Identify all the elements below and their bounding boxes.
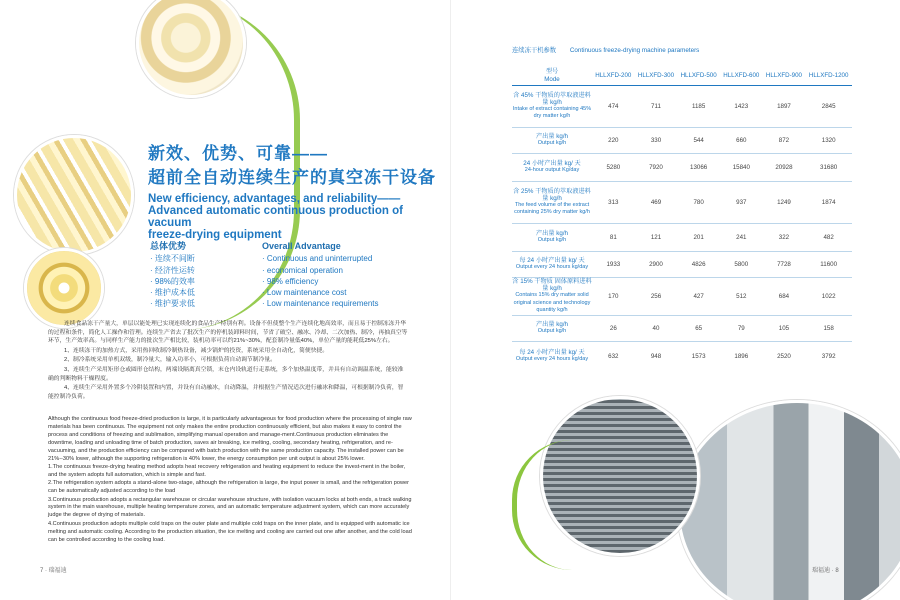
row-label-cn: 含 15% 干物质 固体原料进料量 kg/h	[512, 277, 592, 293]
table-cell: 201	[677, 223, 720, 251]
row-label-en: Intake of extract containing 45% dry matter kg/h	[512, 106, 592, 120]
row-label-en: Output kg/h	[537, 237, 567, 243]
row-label	[512, 153, 592, 181]
model-header-en: Mode	[544, 75, 560, 83]
table-cell: 1896	[720, 341, 763, 371]
row-label	[512, 315, 592, 341]
table-cell: 15840	[720, 153, 763, 181]
table-cell: 5280	[592, 153, 635, 181]
row-label-cn: 含 45% 干物质的萃取液进料量 kg/h	[513, 91, 591, 106]
body-cn-paragraph: 连续食品冻干产量大，单层以能处理已实现连续化的食品生产特别有利。设备不但使整个生产连续化地高效率，而且易于控制冻冻升华的过程和条件，简化人工操作和管理。连续生产省去了批次生产的停机装卸料时间，节省了破空、融冰、冷却、二次加热、制冷，再抽真空等环节，生产效率高。与同样生产能力的批次生产相比较，装机功率可以约21%~30%，配套制冷量低40%，单位产量的能耗低25%左右。	[48, 321, 408, 345]
body-en-paragraph: Although the continuous food freeze-dried production is large, it is particularly advantageous for food production where the processing of single raw materials has been continuous. The equipment not only makes the entire production continuously efficient, but also makes it easy to control the process and conditions of freezing and sublimation, simplifying manual operation and manage-ment.Continuous production eliminates the downtime, loading and unloading time of batch production, saves air breaking, ice melting, cooling, secondary heating, refrigeration, and re-vacuuming, and the production efficiency can be compared with batch production with the same production capacity. The installed power can be 21%--30% lower, although the supporting refrigeration is 40% lower, the energy consumption per unit output is about 25% lower.	[48, 416, 412, 462]
table-row	[512, 277, 852, 315]
dried-fruit-slices-photo	[14, 135, 134, 255]
table-cell: 512	[720, 277, 763, 315]
table-cell: 684	[763, 277, 806, 315]
table-cell: 1185	[677, 85, 720, 127]
page-number-left: 7 · 瑞福迪	[40, 568, 67, 574]
table-cell: 220	[592, 127, 635, 153]
row-label-en: Output every 24 hours kg/day	[515, 356, 589, 363]
table-cell: 330	[635, 127, 678, 153]
page-number-right: 瑞福迪 · 8	[812, 568, 839, 574]
table-cell: 948	[635, 341, 678, 371]
page-title-cn	[148, 142, 436, 190]
model-col-header: HLLXFD-900	[765, 72, 803, 80]
model-col-header: HLLXFD-500	[680, 72, 717, 80]
table-cell: 474	[592, 85, 635, 127]
table-cell: 158	[805, 315, 852, 341]
table-cell: 1573	[677, 341, 720, 371]
body-en-paragraph: 3.Continuous production adopts a rectangular warehouse or circular warehouse structure, with isolation vacuum locks at both ends, a track walking system in the main warehouse, multiple heating temperature zones, and an automatic temperature adjustment system, which can more accurately judge the degree of drying of materials.	[48, 496, 412, 519]
row-label	[512, 127, 592, 153]
advantage-en-item: · economical operation	[262, 265, 343, 275]
advantages-cn-heading: 总体优势	[150, 241, 187, 251]
table-header-row	[512, 67, 852, 85]
row-label	[512, 181, 592, 223]
table-cell: 7728	[763, 251, 806, 277]
table-row	[512, 251, 852, 277]
table-cell: 313	[592, 181, 635, 223]
table-cell: 544	[677, 127, 720, 153]
table-row	[512, 127, 852, 153]
advantage-en-item: · Continuous and uninterrupted	[262, 254, 373, 264]
table-row	[512, 85, 852, 127]
table-row	[512, 223, 852, 251]
table-cell: 632	[592, 341, 635, 371]
table-row	[512, 153, 852, 181]
advantage-en-item: · Low maintenance requirements	[262, 299, 379, 309]
body-en-paragraph: 2.The refrigeration system adopts a stand-alone two-stage, although the refrigeration is large, the input power is small, and the refrigeration power can be automatically adjusted according to the load	[48, 480, 409, 495]
table-cell: 40	[635, 315, 678, 341]
advantage-en-item: · Low maintenance cost	[262, 288, 347, 298]
table-cell: 13066	[677, 153, 720, 181]
advantage-cn-item: · 连续不间断	[150, 254, 195, 264]
table-cell: 26	[592, 315, 635, 341]
table-cell: 105	[763, 315, 806, 341]
model-col-header: HLLXFD-300	[637, 72, 675, 80]
body-cn-paragraph: 1、连续冻干的加热方式，采用热回收制冷制热设备，减少锅炉的投资，系统采用全自动化，简便快捷。	[64, 347, 329, 354]
row-label	[512, 223, 592, 251]
title-cn-line-2: 超前全自动连续生产的真空冻干设备	[148, 168, 436, 187]
table-cell: 7920	[635, 153, 678, 181]
table-cell: 170	[592, 277, 635, 315]
row-label-en: Output every 24 hours kg/day	[515, 264, 589, 270]
row-label-en: 24-hour output Kg/day	[524, 167, 580, 173]
table-cell: 4826	[677, 251, 720, 277]
table-cell: 11600	[805, 251, 852, 277]
row-label-cn: 产出量 kg/h	[536, 229, 568, 237]
body-en-paragraph: 1.The continuous freeze-drying heating method adopts heat recovery refrigeration and heating equipment to reduce the invest-ment in the boiler, and the system adopts full automation, which is simple and fast.	[48, 463, 406, 478]
dried-lemon-photo	[24, 248, 104, 328]
table-cell: 65	[677, 315, 720, 341]
row-label-cn: 每 24 小时产出量 kg/ 天	[519, 256, 585, 264]
advantage-cn-item: · 维护成本低	[150, 288, 195, 298]
row-label-en: The feed volume of the extract containing 25% dry matter kg/h	[514, 202, 590, 216]
table-row	[512, 341, 852, 371]
row-label	[512, 85, 592, 127]
table-cell: 482	[805, 223, 852, 251]
table-cell: 1320	[805, 127, 852, 153]
advantage-en-item: · 98% efficiency	[262, 276, 319, 286]
model-header	[512, 67, 592, 85]
table-cell: 660	[720, 127, 763, 153]
table-cell: 241	[720, 223, 763, 251]
table-cell: 2520	[763, 341, 806, 371]
table-cell: 780	[677, 181, 720, 223]
row-label-cn: 每 24 小时产出量 kg/ 天	[519, 349, 585, 357]
table-cell: 1933	[592, 251, 635, 277]
table-cell: 322	[763, 223, 806, 251]
model-col-header: HLLXFD-600	[723, 72, 760, 80]
row-label-en: Contains 15% dry matter solid original science and technology quantity kg/h	[513, 292, 591, 313]
table-cell: 81	[592, 223, 635, 251]
table-cell: 711	[635, 85, 678, 127]
title-en-line-1: New efficiency, advantages, and reliability——	[148, 193, 401, 205]
advantage-cn-item: · 98%的效率	[150, 276, 195, 286]
row-label-cn: 含 25% 干物质的萃取液进料量 kg/h	[513, 187, 591, 202]
advantage-cn-item: · 经济性运转	[150, 265, 195, 275]
table-cell: 5800	[720, 251, 763, 277]
model-col-header: HLLXFD-1200	[808, 72, 849, 80]
advantages-en	[262, 241, 379, 310]
table-cell: 79	[720, 315, 763, 341]
table-cell: 121	[635, 223, 678, 251]
table-cell: 1022	[805, 277, 852, 315]
body-text-cn	[48, 320, 408, 402]
table-cell: 20928	[763, 153, 806, 181]
parameters-table	[512, 67, 852, 371]
table-row	[512, 181, 852, 223]
model-col-header: HLLXFD-200	[595, 72, 632, 80]
table-cell: 2900	[635, 251, 678, 277]
body-cn-paragraph: 4、连续生产采用外置多个冷阱装置和内置，并设有自动融冰，自动降温，并根据生产情况适次进行融冰和降温，可根据制冷负荷，智能控制冷负荷。	[48, 385, 404, 400]
table-cell: 1874	[805, 181, 852, 223]
table-cell: 2845	[805, 85, 852, 127]
row-label	[512, 251, 592, 277]
row-label	[512, 341, 592, 371]
advantages-en-heading: Overall Advantage	[262, 241, 341, 251]
advantage-cn-item: · 维护要求低	[150, 299, 195, 309]
table-cell: 872	[763, 127, 806, 153]
advantages-cn	[150, 241, 195, 310]
table-cell: 937	[720, 181, 763, 223]
table-cell: 1249	[763, 181, 806, 223]
row-label	[512, 277, 592, 315]
body-cn-paragraph: 3、连续生产采用矩形仓或圆形仓结构，两端设隔离真空锁，末仓内设轨道行走系统，多个加热温度带，并具有自动调温系统，能较准确的判断物料干燥程度。	[48, 366, 404, 382]
table-row	[512, 315, 852, 341]
row-label-en: Output kg/h	[537, 140, 567, 146]
body-text-en	[48, 416, 413, 545]
table-cell: 1423	[720, 85, 763, 127]
table-cell: 3792	[805, 341, 852, 371]
body-cn-paragraph: 2、制冷系统采用单机双级，制冷量大，输入功率小，可根据负荷自动调节制冷量。	[64, 357, 276, 364]
table-cell: 31680	[805, 153, 852, 181]
title-cn-line-1: 新效、优势、可靠——	[148, 144, 328, 163]
row-label-en: Output kg/h	[537, 328, 567, 334]
row-label-cn: 产出量 kg/h	[536, 320, 568, 328]
table-caption	[512, 45, 711, 54]
title-en-line-3: freeze-drying equipment	[148, 229, 282, 241]
table-caption-cn: 连续冻干机参数	[512, 47, 557, 54]
row-label-cn: 产出量 kg/h	[536, 132, 568, 140]
table-cell: 1897	[763, 85, 806, 127]
model-header-cn: 型号	[545, 67, 559, 75]
row-label-cn: 24 小时产出量 kg/ 天	[523, 159, 581, 167]
page-title-en	[148, 193, 418, 241]
table-cell: 256	[635, 277, 678, 315]
body-en-paragraph: 4.Continuous production adopts multiple cold traps on the outer plate and multiple cold traps on the inner plate, and is equipped with automatic ice melting and automatic cooling. According to the production situation, the ice melting and cooling are carried out one after another, and the cold load can be controlled according to the cooling load.	[48, 520, 412, 543]
title-en-line-2: Advanced automatic continuous production of vacuum	[148, 205, 403, 229]
table-cell: 469	[635, 181, 678, 223]
table-caption-en: Continuous freeze-drying machine parameters	[569, 47, 700, 54]
table-cell: 427	[677, 277, 720, 315]
